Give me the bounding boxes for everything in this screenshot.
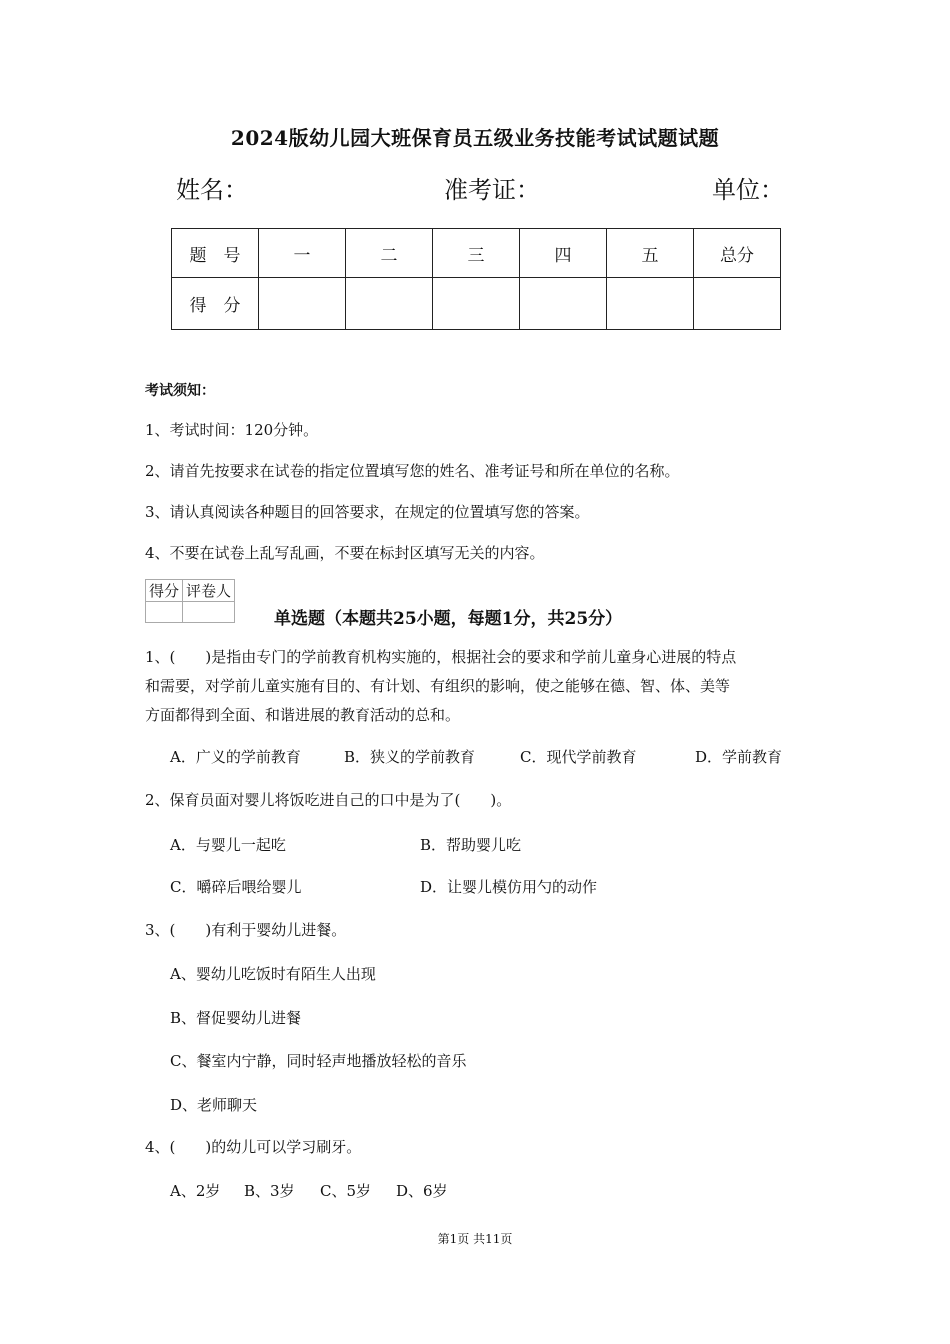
question-3-option-d[interactable]: D、老师聊天: [170, 1096, 258, 1114]
score-table-header-cell: 四: [520, 229, 607, 278]
question-1-line: 1、( )是指由专门的学前教育机构实施的，根据社会的要求和学前儿童身心进展的特点: [145, 648, 737, 666]
exam-number-field-label: 准考证：: [444, 176, 540, 204]
score-table-header-cell: 三: [433, 229, 520, 278]
score-table-header-label: 题 号: [172, 229, 259, 278]
score-table-header-cell: 总分: [694, 229, 781, 278]
grader-table: [145, 579, 235, 623]
notes-title: 考试须知：: [145, 383, 215, 399]
grader-name-label: 评卷人: [183, 580, 235, 602]
grader-score-cell[interactable]: [146, 602, 183, 623]
question-3-option-a[interactable]: A、婴幼儿吃饭时有陌生人出现: [170, 965, 376, 983]
note-item: 4、不要在试卷上乱写乱画，不要在标封区填写无关的内容。: [145, 544, 545, 562]
score-table-header-cell: 二: [346, 229, 433, 278]
page-footer: 第1页 共11页: [437, 1232, 513, 1246]
score-cell[interactable]: [259, 278, 346, 330]
question-1-option-b[interactable]: B．狭义的学前教育: [344, 748, 476, 766]
question-3-stem: 3、( )有利于婴幼儿进餐。: [145, 921, 347, 939]
score-table-header-row: [172, 229, 781, 278]
score-table: [171, 228, 781, 330]
score-table-score-row: [172, 278, 781, 330]
question-4-option-d[interactable]: D、6岁: [396, 1182, 448, 1200]
question-1-line: 和需要，对学前儿童实施有目的、有计划、有组织的影响，使之能够在德、智、体、美等: [145, 677, 731, 695]
note-item: 2、请首先按要求在试卷的指定位置填写您的姓名、准考证号和所在单位的名称。: [145, 462, 680, 480]
score-table-score-label: 得 分: [172, 278, 259, 330]
question-2-option-c[interactable]: C．嚼碎后喂给婴儿: [170, 878, 302, 896]
unit-field-label: 单位：: [712, 176, 784, 204]
name-field-label: 姓名：: [176, 176, 248, 204]
question-4-option-c[interactable]: C、5岁: [320, 1182, 372, 1200]
question-2-option-a[interactable]: A．与婴儿一起吃: [170, 836, 286, 854]
question-1-line: 方面都得到全面、和谐进展的教育活动的总和。: [145, 706, 461, 724]
question-1-option-c[interactable]: C．现代学前教育: [520, 748, 637, 766]
question-2-stem: 2、保育员面对婴儿将饭吃进自己的口中是为了( )。: [145, 791, 512, 809]
question-3-option-c[interactable]: C、餐室内宁静，同时轻声地播放轻松的音乐: [170, 1052, 467, 1070]
exam-title: 2024版幼儿园大班保育员五级业务技能考试试题试题: [230, 126, 720, 150]
note-item: 3、请认真阅读各种题目的回答要求，在规定的位置填写您的答案。: [145, 503, 590, 521]
grader-score-label: 得分: [146, 580, 183, 602]
grader-name-cell[interactable]: [183, 602, 235, 623]
question-2-option-d[interactable]: D．让婴儿模仿用勺的动作: [420, 878, 598, 896]
question-4-option-b[interactable]: B、3岁: [244, 1182, 295, 1200]
score-cell[interactable]: [346, 278, 433, 330]
score-cell[interactable]: [520, 278, 607, 330]
question-1-option-d[interactable]: D．学前教育: [695, 748, 783, 766]
question-2-option-b[interactable]: B．帮助婴儿吃: [420, 836, 522, 854]
question-1-option-a[interactable]: A．广义的学前教育: [170, 748, 301, 766]
question-3-option-b[interactable]: B、督促婴幼儿进餐: [170, 1009, 302, 1027]
score-cell[interactable]: [433, 278, 520, 330]
note-item: 1、考试时间：120分钟。: [145, 421, 319, 439]
score-cell[interactable]: [694, 278, 781, 330]
score-cell[interactable]: [607, 278, 694, 330]
score-table-header-cell: 一: [259, 229, 346, 278]
question-4-stem: 4、( )的幼儿可以学习刷牙。: [145, 1138, 362, 1156]
question-4-option-a[interactable]: A、2岁: [170, 1182, 221, 1200]
section-title: 单选题（本题共25小题，每题1分，共25分）: [274, 609, 623, 629]
score-table-header-cell: 五: [607, 229, 694, 278]
